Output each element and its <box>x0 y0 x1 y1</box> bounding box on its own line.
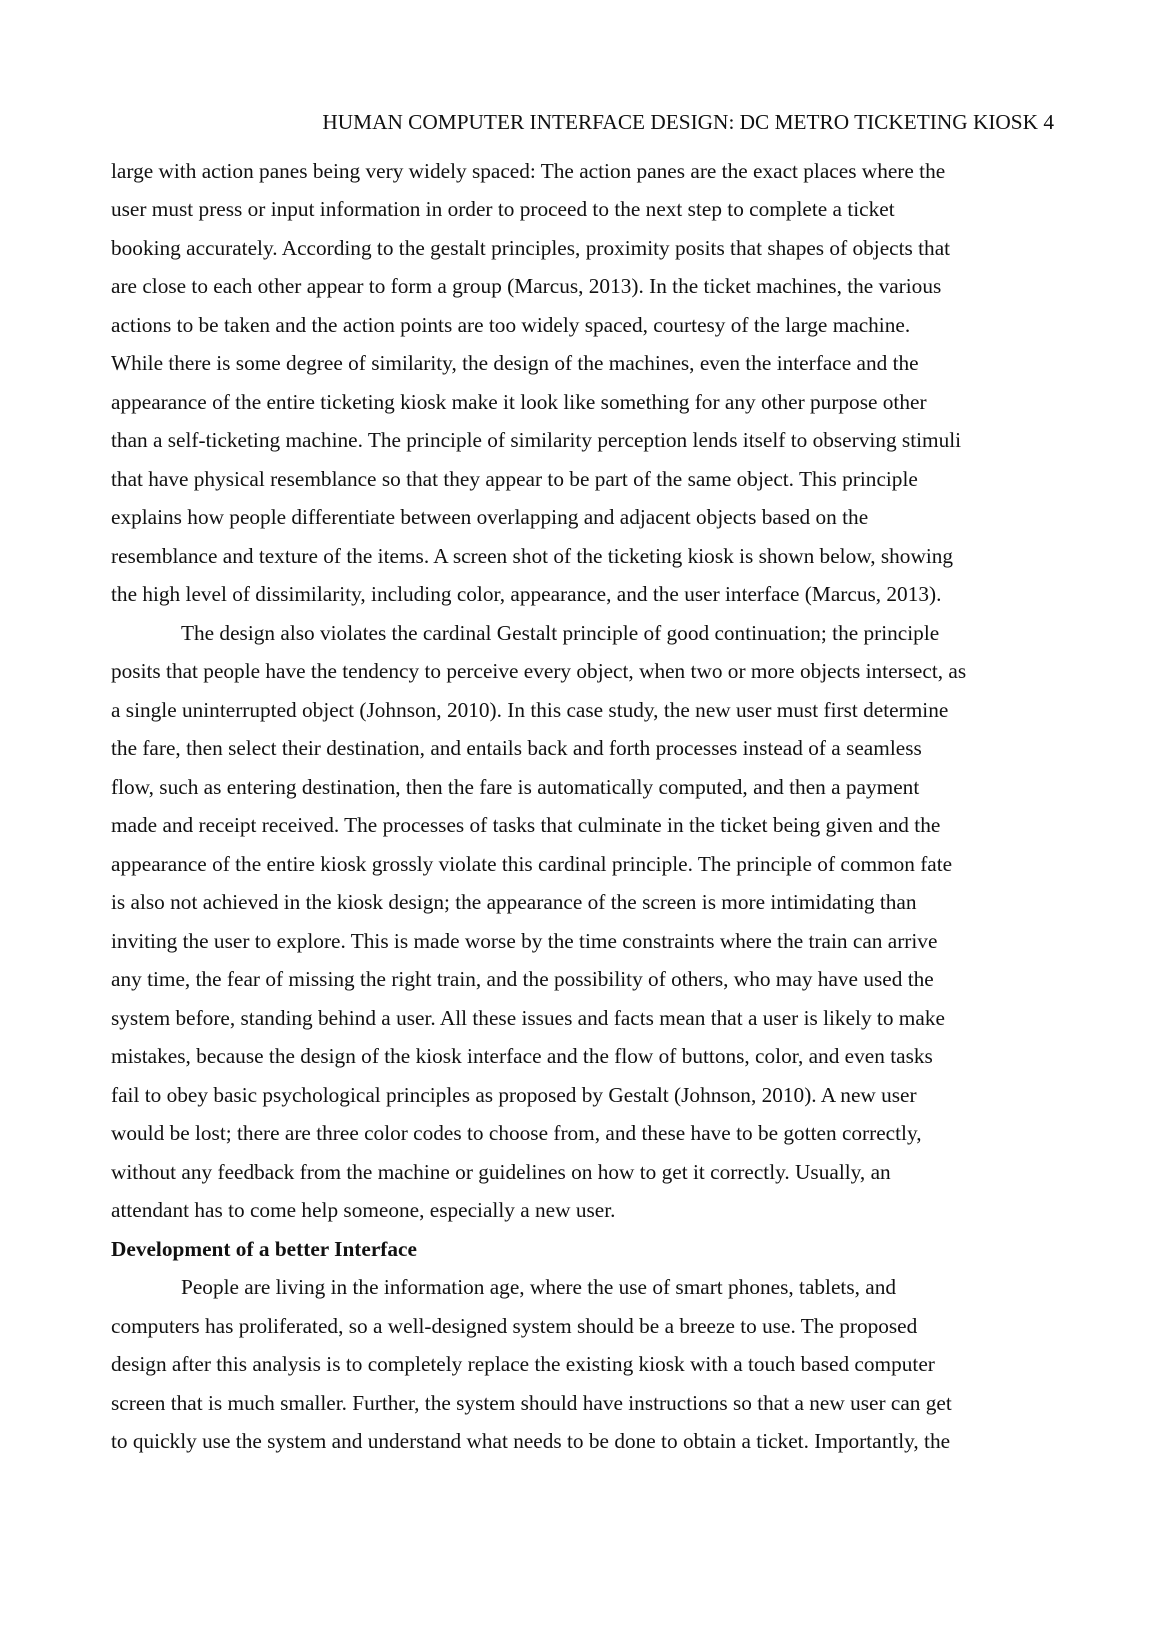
body-line: attendant has to come help someone, especially a new user. <box>111 1198 616 1222</box>
body-line: While there is some degree of similarity, the design of the machines, even the interface and the <box>111 351 919 375</box>
body-line: any time, the fear of missing the right train, and the possibility of others, who may have used the <box>111 967 934 991</box>
body-line: without any feedback from the machine or guidelines on how to get it correctly. Usually, an <box>111 1160 891 1184</box>
body-line: is also not achieved in the kiosk design; the appearance of the screen is more intimidating than <box>111 890 917 914</box>
section-heading: Development of a better Interface <box>111 1237 417 1261</box>
running-head: HUMAN COMPUTER INTERFACE DESIGN: DC METRO TICKETING KIOSK 4 <box>322 110 1054 134</box>
body-line: mistakes, because the design of the kiosk interface and the flow of buttons, color, and even tasks <box>111 1044 933 1068</box>
body-line: the high level of dissimilarity, including color, appearance, and the user interface (Marcus, 2013). <box>111 582 942 606</box>
body-line: that have physical resemblance so that they appear to be part of the same object. This principle <box>111 467 918 491</box>
body-line: appearance of the entire kiosk grossly violate this cardinal principle. The principle of common fate <box>111 852 953 876</box>
body-line: posits that people have the tendency to perceive every object, when two or more objects intersect, as <box>111 659 967 683</box>
body-line: actions to be taken and the action points are too widely spaced, courtesy of the large machine. <box>111 313 911 337</box>
body-line: fail to obey basic psychological principles as proposed by Gestalt (Johnson, 2010). A new user <box>111 1083 917 1107</box>
paragraph-first-line: People are living in the information age, where the use of smart phones, tablets, and <box>181 1275 897 1299</box>
body-line: to quickly use the system and understand what needs to be done to obtain a ticket. Importantly, the <box>111 1429 951 1453</box>
body-line: a single uninterrupted object (Johnson, 2010). In this case study, the new user must first determine <box>111 698 949 722</box>
body-line: appearance of the entire ticketing kiosk make it look like something for any other purpose other <box>111 390 927 414</box>
body-line: made and receipt received. The processes of tasks that culminate in the ticket being given and the <box>111 813 941 837</box>
body-line: would be lost; there are three color codes to choose from, and these have to be gotten correctly, <box>111 1121 922 1145</box>
body-line: computers has proliferated, so a well-designed system should be a breeze to use. The proposed <box>111 1314 918 1338</box>
body-line: explains how people differentiate between overlapping and adjacent objects based on the <box>111 505 869 529</box>
body-line: the fare, then select their destination, and entails back and forth processes instead of a seamless <box>111 736 922 760</box>
body-line: design after this analysis is to completely replace the existing kiosk with a touch based computer <box>111 1352 935 1376</box>
paragraph-first-line: The design also violates the cardinal Gestalt principle of good continuation; the principle <box>181 621 940 645</box>
body-line: screen that is much smaller. Further, the system should have instructions so that a new user can get <box>111 1391 952 1415</box>
body-line: resemblance and texture of the items. A screen shot of the ticketing kiosk is shown below, showing <box>111 544 954 568</box>
body-line: than a self-ticketing machine. The principle of similarity perception lends itself to observing stimuli <box>111 428 962 452</box>
body-line: booking accurately. According to the gestalt principles, proximity posits that shapes of objects that <box>111 236 951 260</box>
body-line: user must press or input information in order to proceed to the next step to complete a ticket <box>111 197 895 221</box>
body-line: inviting the user to explore. This is made worse by the time constraints where the train can arrive <box>111 929 938 953</box>
body-line: system before, standing behind a user. All these issues and facts mean that a user is likely to make <box>111 1006 945 1030</box>
body-line: flow, such as entering destination, then the fare is automatically computed, and then a payment <box>111 775 920 799</box>
body-line: are close to each other appear to form a group (Marcus, 2013). In the ticket machines, the various <box>111 274 942 298</box>
body-line: large with action panes being very widely spaced: The action panes are the exact places where the <box>111 159 946 183</box>
